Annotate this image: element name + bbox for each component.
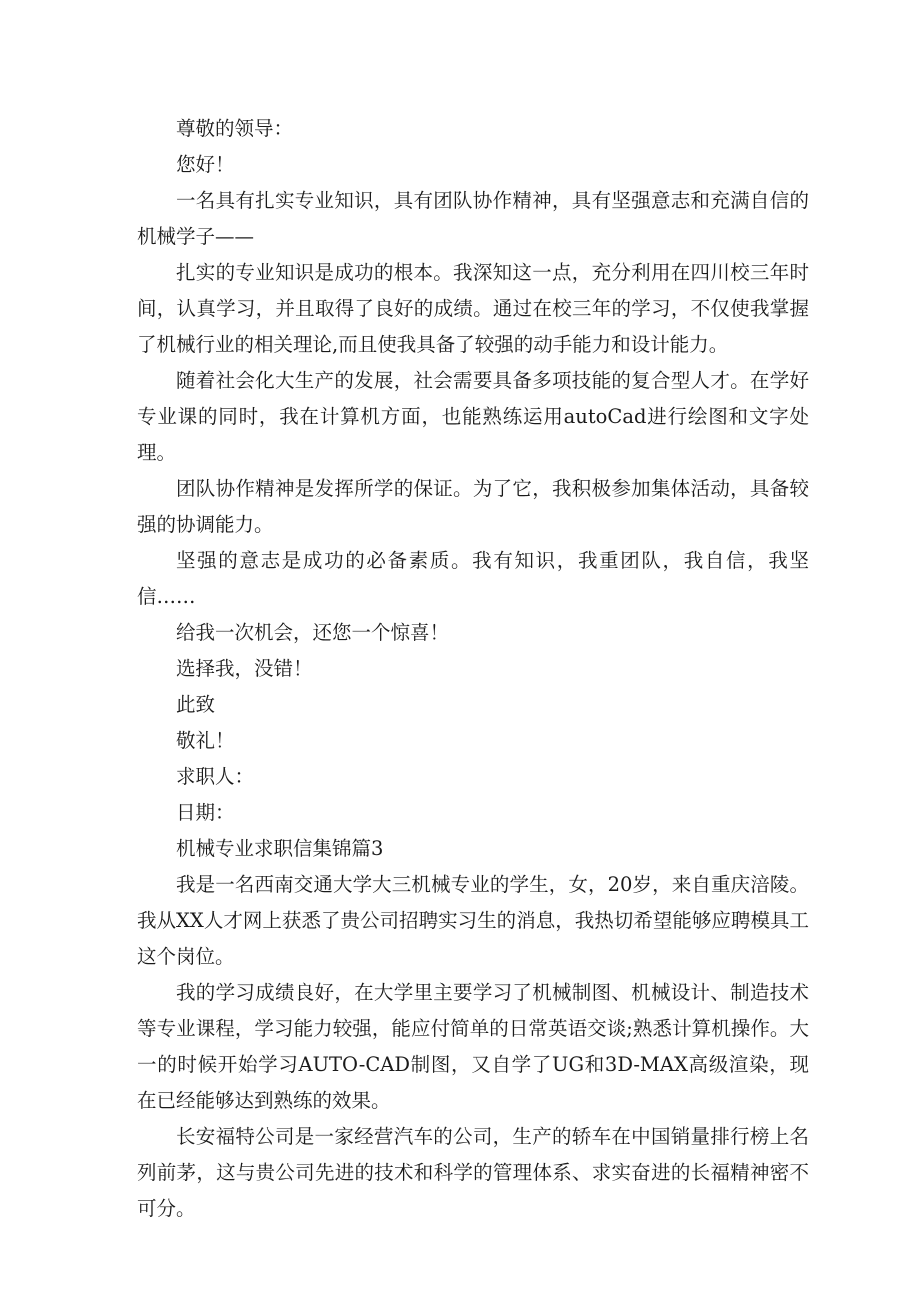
paragraph-self-intro: 我是一名西南交通大学大三机械专业的学生，女，20岁，来自重庆涪陵。我从XX人才网上获悉了贵公司招聘实习生的消息，我热切希望能够应聘模具工这个岗位。 [137, 873, 809, 968]
salutation: 尊敬的领导： [176, 117, 294, 140]
date-line: 日期： [176, 801, 235, 824]
paragraph-will: 坚强的意志是成功的必备素质。我有知识，我重团队，我自信，我坚信…… [137, 549, 809, 608]
paragraph-intro: 一名具有扎实专业知识，具有团队协作精神，具有坚强意志和充满自信的机械学子—— [137, 189, 809, 248]
closing-cizhi: 此致 [176, 693, 216, 716]
applicant-line: 求职人： [176, 765, 255, 788]
section-heading: 机械专业求职信集锦篇3 [176, 837, 384, 860]
paragraph-study: 我的学习成绩良好，在大学里主要学习了机械制图、机械设计、制造技术等专业课程，学习能力较强，能应付简单的日常英语交谈;熟悉计算机操作。大一的时候开始学习AUTO-CAD制图，又自学了UG和3D-MAX高级渲染，现在已经能够达到熟练的效果。 [137, 981, 809, 1112]
paragraph-choose-me: 选择我，没错！ [176, 657, 313, 680]
paragraph-knowledge: 扎实的专业知识是成功的根本。我深知这一点，充分利用在四川校三年时间，认真学习，并且取得了良好的成绩。通过在校三年的学习，不仅使我掌握了机械行业的相关理论,而且使我具备了较强的动手能力和设计能力。 [137, 261, 809, 356]
letter-body [137, 111, 809, 1227]
paragraph-teamwork: 团队协作精神是发挥所学的保证。为了它，我积极参加集体活动，具备较强的协调能力。 [137, 477, 809, 536]
paragraph-chance: 给我一次机会，还您一个惊喜！ [176, 621, 450, 644]
greeting: 您好！ [176, 153, 235, 176]
paragraph-company: 长安福特公司是一家经营汽车的公司，生产的轿车在中国销量排行榜上名列前茅，这与贵公司先进的技术和科学的管理体系、求实奋进的长福精神密不可分。 [137, 1125, 809, 1220]
paragraph-computer-skills: 随着社会化大生产的发展，社会需要具备多项技能的复合型人才。在学好专业课的同时，我在计算机方面，也能熟练运用autoCad进行绘图和文字处理。 [137, 369, 809, 464]
closing-jingli: 敬礼！ [176, 729, 235, 752]
